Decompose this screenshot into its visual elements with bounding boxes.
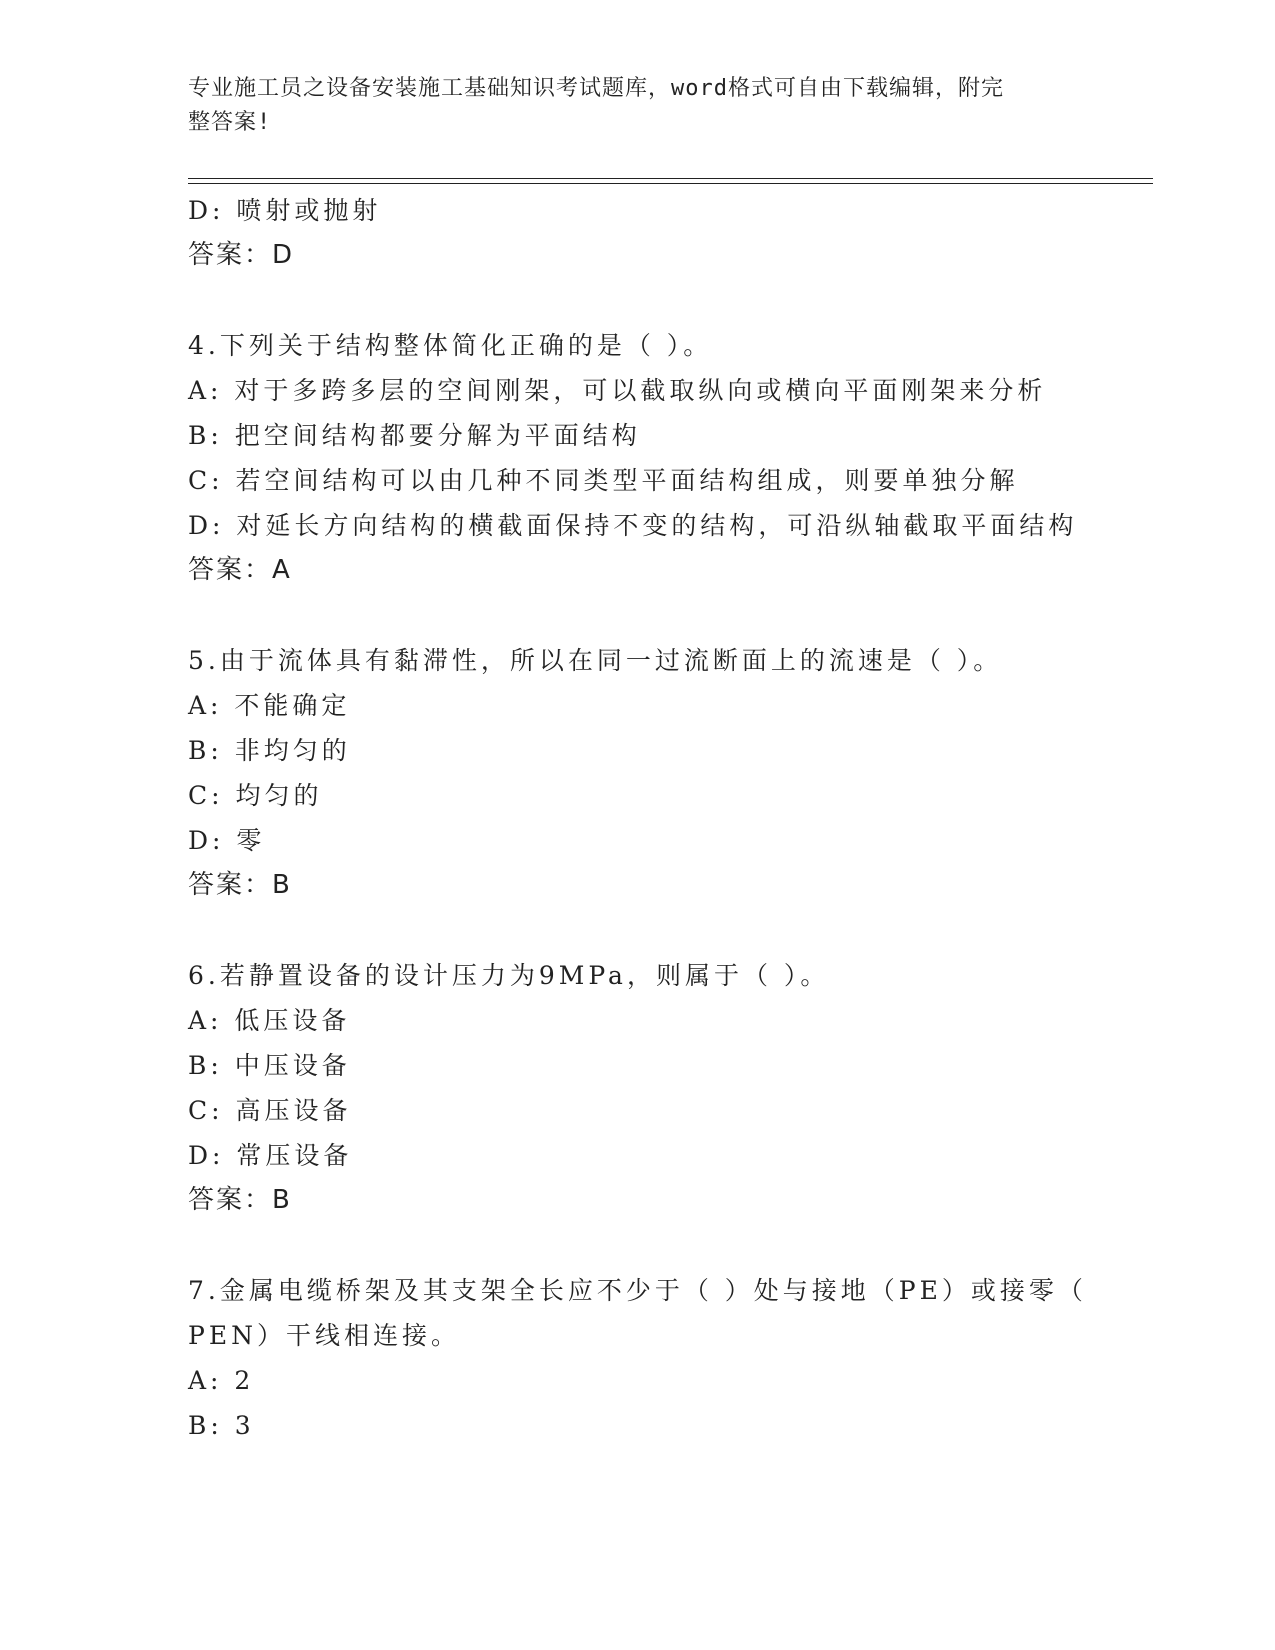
question-5 <box>188 638 1153 908</box>
option-d: D: 常压设备 <box>188 1141 353 1170</box>
question-stem-line-1: 7.金属电缆桥架及其支架全长应不少于（ ）处与接地（PE）或接零（ <box>188 1276 1087 1305</box>
option-d: D: 喷射或抛射 <box>188 196 382 225</box>
option-c: C: 均匀的 <box>188 781 323 810</box>
question-3-continuation <box>188 188 1153 278</box>
option-c: C: 若空间结构可以由几种不同类型平面结构组成，则要单独分解 <box>188 466 1019 495</box>
option-a: A: 不能确定 <box>188 691 351 720</box>
option-d: D: 零 <box>188 826 266 855</box>
option-a: A: 对于多跨多层的空间刚架，可以截取纵向或横向平面刚架来分析 <box>188 376 1047 405</box>
option-d: D: 对延长方向结构的横截面保持不变的结构，可沿纵轴截取平面结构 <box>188 511 1078 540</box>
header-title-line-2: 整答案! <box>188 110 272 135</box>
header-divider-bottom <box>188 183 1153 184</box>
option-a: A: 2 <box>188 1366 255 1395</box>
question-6 <box>188 953 1153 1223</box>
question-list <box>188 188 1153 1448</box>
question-stem: 5.由于流体具有黏滞性，所以在同一过流断面上的流速是（ ）。 <box>188 646 1003 675</box>
document-header <box>188 72 1068 140</box>
option-b: B: 非均匀的 <box>188 736 351 765</box>
answer: 答案：B <box>188 1185 292 1215</box>
option-a: A: 低压设备 <box>188 1006 351 1035</box>
question-stem-line-2: PEN）干线相连接。 <box>188 1321 460 1350</box>
option-b: B: 3 <box>188 1411 255 1440</box>
question-4 <box>188 323 1153 593</box>
header-divider-top <box>188 178 1153 179</box>
option-c: C: 高压设备 <box>188 1096 352 1125</box>
answer: 答案：D <box>188 240 295 270</box>
header-title-line-1: 专业施工员之设备安装施工基础知识考试题库，word格式可自由下载编辑，附完 <box>188 76 1004 101</box>
question-stem: 4.下列关于结构整体简化正确的是（ ）。 <box>188 331 713 360</box>
answer: 答案：A <box>188 555 292 585</box>
option-b: B: 中压设备 <box>188 1051 351 1080</box>
option-b: B: 把空间结构都要分解为平面结构 <box>188 421 641 450</box>
question-stem: 6.若静置设备的设计压力为9MPa，则属于（ ）。 <box>188 961 830 990</box>
question-7 <box>188 1268 1153 1448</box>
answer: 答案：B <box>188 870 292 900</box>
